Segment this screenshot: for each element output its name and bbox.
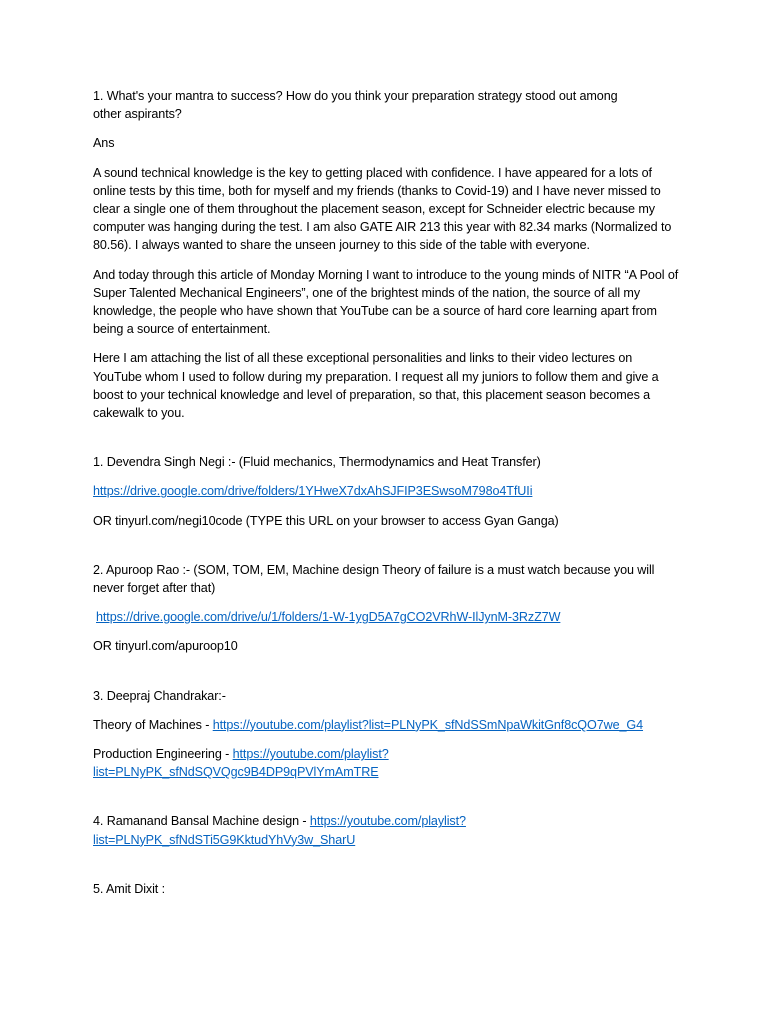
production-engineering-link-part-2[interactable]: list=PLNyPK_sfNdSQVQgc9B4DP9qPVlYmAmTRE — [93, 765, 379, 780]
item-4-machine-design — [93, 812, 683, 848]
question-line-2: other aspirants? — [93, 107, 182, 122]
item-2-drive-link[interactable]: https://drive.google.com/drive/u/1/folders/1-W-1ygD5A7gCO2VRhW-IlJynM-3RzZ7W — [96, 610, 561, 625]
machine-design-link-part-1[interactable]: https://youtube.com/playlist? — [309, 814, 466, 829]
item-3-theory-of-machines — [93, 716, 683, 734]
item-4-heading: 4. Ramanand Bansal Machine design - — [93, 814, 310, 829]
question-line-1: 1. What's your mantra to success? How do you think your preparation strategy stood out among — [93, 89, 618, 103]
theory-of-machines-label: Theory of Machines - — [93, 717, 213, 732]
paragraph-list-intro: Here I am attaching the list of all these exceptional personalities and links to their video lectures on YouTube whom I used to follow during my preparation. I request all my juniors to follow them and give a boost to your technical knowledge and level of preparation, so that, this placement season becomes a cakewalk to you. — [93, 351, 659, 421]
item-2-heading: 2. Apuroop Rao :- (SOM, TOM, EM, Machine design Theory of failure is a must watch because you will never forget after that) — [93, 562, 655, 596]
item-5-heading: 5. Amit Dixit : — [93, 881, 165, 896]
item-2-link-line — [93, 608, 683, 626]
production-engineering-label: Production Engineering - — [93, 747, 233, 762]
item-1-heading: 1. Devendra Singh Negi :- (Fluid mechanics, Thermodynamics and Heat Transfer) — [93, 455, 541, 470]
production-engineering-link-part-1[interactable]: https://youtube.com/playlist? — [232, 747, 389, 762]
item-1-link-line — [93, 482, 683, 500]
item-3-production-engineering — [93, 745, 683, 781]
paragraph-article: And today through this article of Monday Morning I want to introduce to the young minds of NITR “A Pool of Super Talented Mechanical Engineers”, one of the brightest minds of the nation, the source of all my knowledge, the people who have shown that YouTube can be a source of hard core learning apart from being a source of entertainment. — [93, 267, 679, 337]
paragraph-intro: A sound technical knowledge is the key to getting placed with confidence. I have appeared for a lots of online tests by this time, both for myself and my friends (thanks to Covid-19) and I have never missed to clear a single one of them throughout the placement season, except for Schneider electric because my computer was hanging during the test. I am also GATE AIR 213 this year with 82.34 marks (Normalized to 80.56). I always wanted to share the unseen journey to this side of the table with everyone. — [93, 165, 672, 253]
item-1-drive-link[interactable]: https://drive.google.com/drive/folders/1YHweX7dxAhSJFIP3ESwsoM798o4TfUIi — [93, 484, 533, 499]
item-3-heading: 3. Deepraj Chandrakar:- — [93, 688, 226, 703]
document-page — [93, 87, 683, 898]
item-2-alt-url: OR tinyurl.com/apuroop10 — [93, 639, 238, 654]
answer-label: Ans — [93, 136, 115, 151]
theory-of-machines-link[interactable]: https://youtube.com/playlist?list=PLNyPK_sfNdSSmNpaWkitGnf8cQO7we_G4 — [212, 717, 644, 732]
question-heading — [93, 87, 683, 123]
item-1-alt-url: OR tinyurl.com/negi10code (TYPE this URL on your browser to access Gyan Ganga) — [93, 513, 559, 528]
machine-design-link-part-2[interactable]: list=PLNyPK_sfNdSTi5G9KktudYhVy3w_SharU — [93, 832, 356, 847]
